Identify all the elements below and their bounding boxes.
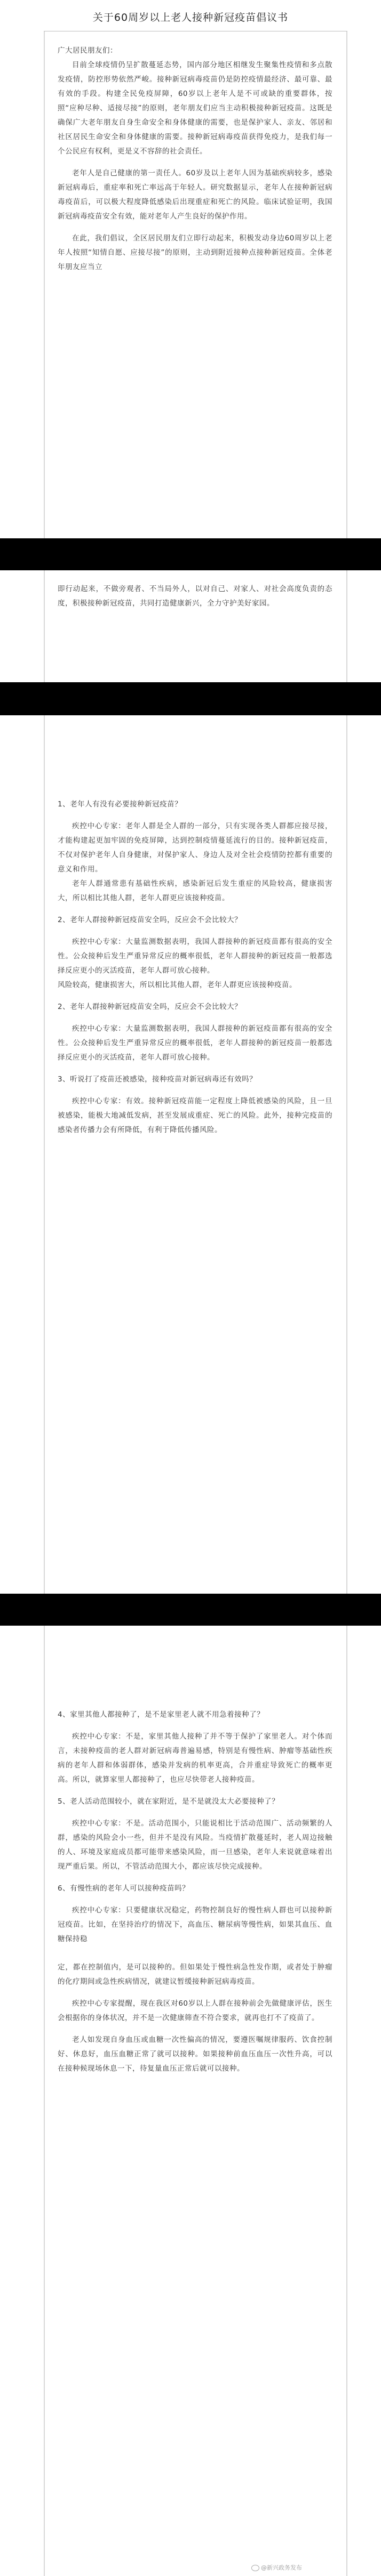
faq-answer: 疾控中心专家：只要健康状况稳定，药物控制良好的慢性病人群也可以接种新冠疫苗。比如，在坚持治疗的情况下，高血压、糖尿病等慢性病，如果其血压、血糖保持稳	[58, 1906, 332, 1943]
faq-answer: 风险较高，健康损害大，所以相比其他人群，老年人群更应该接种疫苗。	[58, 981, 297, 989]
page-1	[0, 0, 381, 538]
faq-answer: 疾控中心专家：老年人群是全人群的一部分，只有实现各类人群都应接尽接，才能构建起更加牢固的免疫屏障，达到控制疫情蔓延流行的目的。接种新冠疫苗，不仅对保护老年人自身健康，对保护家人、身边人及对全社会疫情防控都有重要的意义和作用。	[58, 822, 332, 874]
page-3	[0, 715, 381, 1594]
faq-question: 2、老年人群接种新冠疫苗安全吗，反应会不会比较大？	[58, 1003, 242, 1011]
faq-question: 2、老年人群接种新冠疫苗安全吗，反应会不会比较大？	[58, 916, 242, 924]
faq-answer: 疾控中心专家：大量监测数据表明，我国人群接种的新冠疫苗都有很高的安全性。公众接种后发生严重异常反应的概率很低，老年人群接种的新冠疫苗一般都选择反应更小的灭活疫苗，老年人群可放心接种。	[58, 1024, 332, 1062]
salutation: 广大居民朋友们：	[58, 46, 117, 55]
page-separator	[0, 1594, 381, 1626]
faq-answer: 疾控中心专家：有效。接种新冠疫苗能一定程度上降低被感染的风险，且一旦被感染，能极大地减低发病，甚至发展成重症、死亡的风险。此外，接种完疫苗的感染者传播力会有所降低，有利于降低传播风险。	[58, 1097, 332, 1134]
faq-question: 3、听说打了疫苗还被感染，接种疫苗对新冠病毒还有效吗？	[58, 1075, 257, 1084]
paragraph: 在此，我们倡议，全区居民朋友们立即行动起来，积极发动身边60周岁以上老年人按照“知情自愿、应接尽接”的原则，主动到附近接种点接种新冠疫苗。全体老年朋友应当立	[58, 234, 332, 271]
faq-part-1	[58, 790, 332, 1137]
faq-answer: 老人如发现自身血压或血糖一次性偏高的情况，要遵医嘱规律服药、饮食控制好、休息好，血压血糖正常了就可以接种。如果接种前血压血压一次性升高，可以在接种候现场休息一下，待复量血压正常后就可以接种。	[58, 2036, 332, 2073]
paragraph: 目前全球疫情仍呈扩散蔓延态势，国内部分地区相继发生聚集性疫情和多点散发疫情，防控形势依然严峻。接种新冠病毒疫苗仍是防控疫情最经济、最可靠、最有效的手段。构建全民免疫屏障，60岁以上老年人是不可或缺的重要群体，按照“应种尽种、适接尽接”的原则，老年朋友们应当主动积极接种新冠疫苗。这既是确保广大老年朋友自身生命安全和身体健康的需要，也是保护家人、亲友、邻居和社区居民生命安全和身体健康的需要。接种新冠病毒疫苗获得免疫力，是我们每一个公民应有权利，更是义不容辞的社会责任。	[58, 61, 332, 156]
weibo-icon	[251, 2565, 259, 2571]
faq-answer: 疾控中心专家提醒，现在我区对60岁以上人群在接种前会先做健康评估，医生会根据你的身体状况，并不是一次健康筛查不符合要求，就再也打不了疫苗了。	[58, 1999, 332, 2022]
page-separator	[0, 538, 381, 570]
faq-question: 6、有慢性病的老年人可以接种疫苗吗？	[58, 1884, 190, 1893]
intro-text	[58, 44, 332, 274]
document-title: 关于60周岁以上老人接种新冠疫苗倡议书	[92, 12, 289, 23]
watermark-text: @新兴政务发布	[261, 2564, 302, 2571]
page-2	[0, 570, 381, 682]
faq-question: 1、老年人有没有必要接种新冠疫苗？	[58, 800, 182, 809]
closing-text	[58, 582, 332, 611]
faq-answer: 疾控中心专家：不是。活动范围小，只能说相比于活动范围广、活动频繁的人群，感染的风险会小一些，但并不是没有风险。当疫情扩散蔓延时，老人周边接触的人、环境及家庭成员都可能带来感染风险，而一旦感染，老年人来说就意味着出现严重后果。所以，不管活动范围大小，都应该尽快完成接种。	[58, 1819, 332, 1871]
faq-answer: 定，都在控制值内，是可以接种的。但如果处于慢性病急性发作期，或者处于肿瘤的化疗期间或急性疾病情况，就建议暂缓接种新冠病毒疫苗。	[58, 1963, 332, 1986]
watermark	[251, 2563, 302, 2572]
page-4	[0, 1626, 381, 2576]
faq-question: 5、老人活动范围较小，就在家附近，是不是就没太大必要接种了？	[58, 1797, 280, 1806]
faq-part-2	[58, 1700, 332, 2076]
faq-answer: 疾控中心专家：不是，家里其他人接种了并不等于保护了家里老人。对个体而言，未接种疫苗的老人群对新冠病毒普遍易感，特别是有慢性病、肿瘤等基础性疾病的老年人群和体弱群体，感染并发病的机率更高，合并重症导致死亡的概率更高。所以，就算家里人都接种了，也应尽快带老人接种疫苗。	[58, 1732, 332, 1784]
page-separator	[0, 682, 381, 715]
faq-answer: 疾控中心专家：大量监测数据表明，我国人群接种的新冠疫苗都有很高的安全性。公众接种后发生严重异常反应的概率很低，老年人群接种的新冠疫苗一般都选择反应更小的灭活疫苗，老年人群可放心接种。	[58, 938, 332, 975]
faq-answer: 老年人群通常患有基础性疾病，感染新冠后发生重症的风险较高，健康损害大，所以相比其他人群，老年人群更应该接种疫苗。	[58, 879, 332, 902]
faq-question: 4、家里其他人都接种了，是不是家里老人就不用急着接种了？	[58, 1710, 265, 1719]
paragraph: 即行动起来，不做旁观者、不当局外人，以对自己、对家人、对社会高度负责的态度，积极接种新冠疫苗，共同打造健康新兴，全力守护美好家园。	[58, 585, 332, 608]
paragraph: 老年人是自己健康的第一责任人。60岁及以上老年人因为基础疾病较多，感染新冠病毒后，重症率和死亡率远高于年轻人。研究数据显示，老年人在接种新冠病毒疫苗后，可以极大程度降低感染后出现重症和死亡的风险。临床试验证明，我国新冠病毒疫苗安全有效，能对老年人产生良好的保护作用。	[58, 169, 332, 221]
